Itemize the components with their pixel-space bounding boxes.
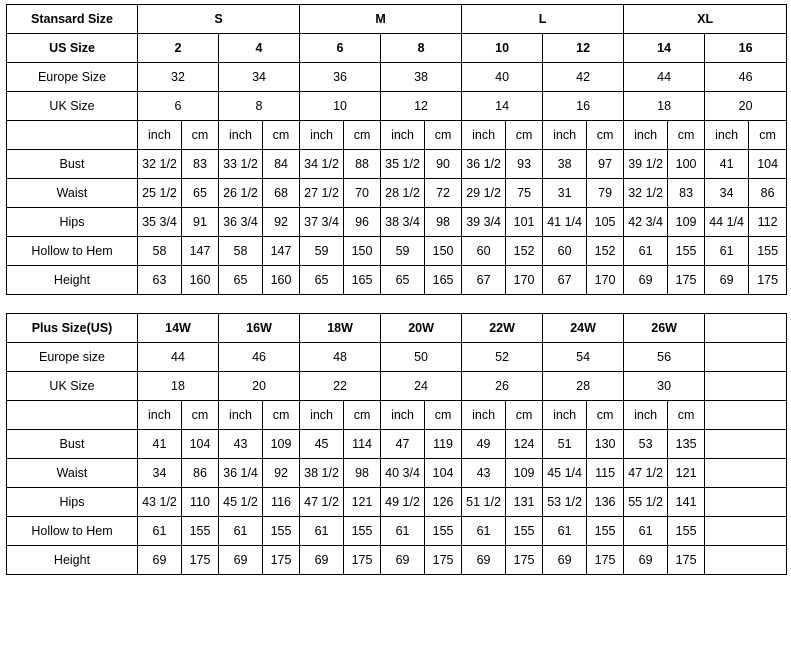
height-value: 65 [381, 266, 425, 295]
plus-europe-size-48: 48 [300, 343, 381, 372]
hips-value: 51 1/2 [462, 488, 506, 517]
unit-cell: cm [668, 121, 705, 150]
us-size-12: 12 [543, 34, 624, 63]
waist-value: 109 [506, 459, 543, 488]
plus-hips-empty [705, 488, 787, 517]
table-row-group-header [7, 5, 787, 34]
bust-value: 97 [587, 150, 624, 179]
plus-row-label-uk-size: UK Size [7, 372, 138, 401]
bust-value: 104 [749, 150, 787, 179]
hollow-to-hem-value: 61 [624, 517, 668, 546]
uk-size-12: 12 [381, 92, 462, 121]
waist-value: 28 1/2 [381, 179, 425, 208]
table-row-uk-size [7, 92, 787, 121]
table-row-waist [7, 459, 787, 488]
hips-value: 121 [344, 488, 381, 517]
hips-value: 126 [425, 488, 462, 517]
table-row-europe-size [7, 63, 787, 92]
plus-europe-size-52: 52 [462, 343, 543, 372]
unit-cell: cm [749, 121, 787, 150]
waist-value: 47 1/2 [624, 459, 668, 488]
us-size-16: 16 [705, 34, 787, 63]
bust-value: 35 1/2 [381, 150, 425, 179]
waist-value: 36 1/4 [219, 459, 263, 488]
table-row-hips [7, 488, 787, 517]
hips-value: 35 3/4 [138, 208, 182, 237]
plus-uk-size-30: 30 [624, 372, 705, 401]
hips-value: 116 [263, 488, 300, 517]
plus-uk-size-18: 18 [138, 372, 219, 401]
table-row-uk-size [7, 372, 787, 401]
size-group-l: L [462, 5, 624, 34]
row-label-waist: Waist [7, 179, 138, 208]
row-label-hollow-to-hem: Hollow to Hem [7, 237, 138, 266]
height-value: 69 [138, 546, 182, 575]
bust-value: 109 [263, 430, 300, 459]
plus-row-label-height: Height [7, 546, 138, 575]
unit-cell: inch [138, 401, 182, 430]
hips-value: 101 [506, 208, 543, 237]
plus-size-table [6, 313, 787, 575]
hips-value: 49 1/2 [381, 488, 425, 517]
height-value: 175 [506, 546, 543, 575]
waist-value: 25 1/2 [138, 179, 182, 208]
plus-uk-size-26: 26 [462, 372, 543, 401]
europe-size-46: 46 [705, 63, 787, 92]
height-value: 67 [462, 266, 506, 295]
hollow-to-hem-value: 155 [263, 517, 300, 546]
hollow-to-hem-value: 61 [462, 517, 506, 546]
standard-size-table [6, 4, 787, 295]
bust-value: 51 [543, 430, 587, 459]
hollow-to-hem-value: 61 [300, 517, 344, 546]
plus-unit-row-empty-label [7, 401, 138, 430]
hollow-to-hem-value: 155 [587, 517, 624, 546]
hips-value: 36 3/4 [219, 208, 263, 237]
table-row-bust [7, 150, 787, 179]
unit-cell: inch [300, 121, 344, 150]
plus-size-group-16w: 16W [219, 314, 300, 343]
europe-size-40: 40 [462, 63, 543, 92]
waist-value: 79 [587, 179, 624, 208]
bust-value: 53 [624, 430, 668, 459]
waist-value: 38 1/2 [300, 459, 344, 488]
waist-value: 75 [506, 179, 543, 208]
height-value: 69 [624, 266, 668, 295]
bust-value: 90 [425, 150, 462, 179]
bust-value: 45 [300, 430, 344, 459]
waist-value: 40 3/4 [381, 459, 425, 488]
europe-size-38: 38 [381, 63, 462, 92]
us-size-4: 4 [219, 34, 300, 63]
plus-row-label-hips: Hips [7, 488, 138, 517]
hips-value: 109 [668, 208, 705, 237]
waist-value: 26 1/2 [219, 179, 263, 208]
standard-corner-label: Stansard Size [7, 5, 138, 34]
unit-cell: inch [462, 401, 506, 430]
row-label-us-size: US Size [7, 34, 138, 63]
hollow-to-hem-value: 60 [543, 237, 587, 266]
waist-value: 70 [344, 179, 381, 208]
unit-cell: inch [705, 121, 749, 150]
uk-size-6: 6 [138, 92, 219, 121]
height-value: 175 [425, 546, 462, 575]
height-value: 160 [182, 266, 219, 295]
unit-cell: inch [543, 121, 587, 150]
hips-value: 44 1/4 [705, 208, 749, 237]
uk-size-10: 10 [300, 92, 381, 121]
bust-value: 100 [668, 150, 705, 179]
hollow-to-hem-value: 61 [219, 517, 263, 546]
unit-cell: inch [219, 121, 263, 150]
hips-value: 136 [587, 488, 624, 517]
unit-cell: cm [344, 121, 381, 150]
row-label-bust: Bust [7, 150, 138, 179]
waist-value: 32 1/2 [624, 179, 668, 208]
hollow-to-hem-value: 155 [344, 517, 381, 546]
waist-value: 86 [182, 459, 219, 488]
bust-value: 34 1/2 [300, 150, 344, 179]
hips-value: 38 3/4 [381, 208, 425, 237]
plus-row-label-europe-size: Europe size [7, 343, 138, 372]
hips-value: 41 1/4 [543, 208, 587, 237]
height-value: 165 [344, 266, 381, 295]
bust-value: 83 [182, 150, 219, 179]
plus-uk-size-20: 20 [219, 372, 300, 401]
table-row-units [7, 121, 787, 150]
table-row-group-header [7, 314, 787, 343]
hollow-to-hem-value: 61 [624, 237, 668, 266]
waist-value: 27 1/2 [300, 179, 344, 208]
waist-value: 115 [587, 459, 624, 488]
waist-value: 34 [138, 459, 182, 488]
hollow-to-hem-value: 155 [668, 237, 705, 266]
europe-size-32: 32 [138, 63, 219, 92]
bust-value: 41 [705, 150, 749, 179]
bust-value: 135 [668, 430, 705, 459]
waist-value: 121 [668, 459, 705, 488]
us-size-2: 2 [138, 34, 219, 63]
hollow-to-hem-value: 61 [705, 237, 749, 266]
hollow-to-hem-value: 152 [506, 237, 543, 266]
plus-size-group-14w: 14W [138, 314, 219, 343]
hips-value: 131 [506, 488, 543, 517]
plus-size-group-26w: 26W [624, 314, 705, 343]
waist-value: 83 [668, 179, 705, 208]
hips-value: 43 1/2 [138, 488, 182, 517]
waist-value: 34 [705, 179, 749, 208]
plus-waist-empty [705, 459, 787, 488]
plus-europe-size-56: 56 [624, 343, 705, 372]
size-group-s: S [138, 5, 300, 34]
bust-value: 36 1/2 [462, 150, 506, 179]
bust-value: 88 [344, 150, 381, 179]
hollow-to-hem-value: 59 [381, 237, 425, 266]
height-value: 63 [138, 266, 182, 295]
table-row-hollow-to-hem [7, 517, 787, 546]
hips-value: 98 [425, 208, 462, 237]
table-row-height [7, 546, 787, 575]
unit-cell: inch [462, 121, 506, 150]
plus-row-label-bust: Bust [7, 430, 138, 459]
table-row-height [7, 266, 787, 295]
unit-cell: cm [425, 401, 462, 430]
uk-size-8: 8 [219, 92, 300, 121]
unit-cell: cm [344, 401, 381, 430]
plus-size-group-22w: 22W [462, 314, 543, 343]
us-size-10: 10 [462, 34, 543, 63]
hollow-to-hem-value: 155 [749, 237, 787, 266]
height-value: 69 [381, 546, 425, 575]
bust-value: 32 1/2 [138, 150, 182, 179]
hollow-to-hem-value: 59 [300, 237, 344, 266]
hips-value: 53 1/2 [543, 488, 587, 517]
bust-value: 104 [182, 430, 219, 459]
unit-cell: inch [381, 401, 425, 430]
height-value: 175 [749, 266, 787, 295]
uk-size-16: 16 [543, 92, 624, 121]
plus-europe-empty [705, 343, 787, 372]
hollow-to-hem-value: 61 [138, 517, 182, 546]
height-value: 69 [300, 546, 344, 575]
hips-value: 47 1/2 [300, 488, 344, 517]
plus-size-group-18w: 18W [300, 314, 381, 343]
row-label-height: Height [7, 266, 138, 295]
hips-value: 112 [749, 208, 787, 237]
waist-value: 65 [182, 179, 219, 208]
height-value: 69 [219, 546, 263, 575]
waist-value: 68 [263, 179, 300, 208]
height-value: 67 [543, 266, 587, 295]
height-value: 165 [425, 266, 462, 295]
plus-europe-size-44: 44 [138, 343, 219, 372]
bust-value: 119 [425, 430, 462, 459]
plus-europe-size-54: 54 [543, 343, 624, 372]
unit-cell: cm [263, 121, 300, 150]
height-value: 69 [543, 546, 587, 575]
bust-value: 33 1/2 [219, 150, 263, 179]
plus-unit-empty [705, 401, 787, 430]
unit-cell: cm [425, 121, 462, 150]
hollow-to-hem-value: 150 [425, 237, 462, 266]
hips-value: 45 1/2 [219, 488, 263, 517]
unit-cell: cm [182, 401, 219, 430]
plus-size-group-20w: 20W [381, 314, 462, 343]
row-label-uk-size: UK Size [7, 92, 138, 121]
waist-value: 31 [543, 179, 587, 208]
plus-row-label-waist: Waist [7, 459, 138, 488]
plus-height-empty [705, 546, 787, 575]
table-row-units [7, 401, 787, 430]
height-value: 175 [263, 546, 300, 575]
bust-value: 47 [381, 430, 425, 459]
hips-value: 105 [587, 208, 624, 237]
waist-value: 72 [425, 179, 462, 208]
hollow-to-hem-value: 155 [182, 517, 219, 546]
waist-value: 104 [425, 459, 462, 488]
hips-value: 37 3/4 [300, 208, 344, 237]
waist-value: 45 1/4 [543, 459, 587, 488]
unit-cell: cm [182, 121, 219, 150]
unit-cell: cm [668, 401, 705, 430]
unit-cell: inch [624, 121, 668, 150]
plus-bust-empty [705, 430, 787, 459]
hollow-to-hem-value: 58 [219, 237, 263, 266]
waist-value: 29 1/2 [462, 179, 506, 208]
table-row-hips [7, 208, 787, 237]
plus-header-empty [705, 314, 787, 343]
hollow-to-hem-value: 147 [263, 237, 300, 266]
plus-europe-size-46: 46 [219, 343, 300, 372]
plus-row-label-hollow-to-hem: Hollow to Hem [7, 517, 138, 546]
size-group-m: M [300, 5, 462, 34]
bust-value: 84 [263, 150, 300, 179]
table-row-hollow-to-hem [7, 237, 787, 266]
europe-size-44: 44 [624, 63, 705, 92]
plus-uk-size-28: 28 [543, 372, 624, 401]
hollow-to-hem-value: 58 [138, 237, 182, 266]
unit-cell: inch [624, 401, 668, 430]
unit-cell: cm [587, 121, 624, 150]
table-row-us-size [7, 34, 787, 63]
plus-size-group-24w: 24W [543, 314, 624, 343]
hollow-to-hem-value: 61 [381, 517, 425, 546]
waist-value: 86 [749, 179, 787, 208]
height-value: 175 [182, 546, 219, 575]
plus-corner-label: Plus Size(US) [7, 314, 138, 343]
hips-value: 55 1/2 [624, 488, 668, 517]
unit-cell: inch [138, 121, 182, 150]
bust-value: 43 [219, 430, 263, 459]
height-value: 175 [668, 546, 705, 575]
europe-size-34: 34 [219, 63, 300, 92]
hips-value: 91 [182, 208, 219, 237]
hollow-to-hem-value: 147 [182, 237, 219, 266]
hips-value: 96 [344, 208, 381, 237]
unit-cell: cm [263, 401, 300, 430]
plus-uk-empty [705, 372, 787, 401]
hollow-to-hem-value: 61 [543, 517, 587, 546]
height-value: 175 [344, 546, 381, 575]
plus-hollow-empty [705, 517, 787, 546]
plus-uk-size-22: 22 [300, 372, 381, 401]
unit-cell: cm [587, 401, 624, 430]
unit-cell: cm [506, 401, 543, 430]
waist-value: 98 [344, 459, 381, 488]
hollow-to-hem-value: 155 [425, 517, 462, 546]
plus-size-section [6, 313, 785, 575]
uk-size-18: 18 [624, 92, 705, 121]
plus-uk-size-24: 24 [381, 372, 462, 401]
europe-size-36: 36 [300, 63, 381, 92]
bust-value: 38 [543, 150, 587, 179]
hips-value: 42 3/4 [624, 208, 668, 237]
hollow-to-hem-value: 152 [587, 237, 624, 266]
bust-value: 124 [506, 430, 543, 459]
height-value: 69 [462, 546, 506, 575]
height-value: 175 [668, 266, 705, 295]
unit-row-empty-label [7, 121, 138, 150]
bust-value: 39 1/2 [624, 150, 668, 179]
height-value: 69 [624, 546, 668, 575]
hollow-to-hem-value: 155 [506, 517, 543, 546]
height-value: 170 [587, 266, 624, 295]
uk-size-20: 20 [705, 92, 787, 121]
hips-value: 92 [263, 208, 300, 237]
bust-value: 41 [138, 430, 182, 459]
hips-value: 39 3/4 [462, 208, 506, 237]
table-row-europe-size [7, 343, 787, 372]
europe-size-42: 42 [543, 63, 624, 92]
us-size-6: 6 [300, 34, 381, 63]
bust-value: 93 [506, 150, 543, 179]
hips-value: 141 [668, 488, 705, 517]
waist-value: 43 [462, 459, 506, 488]
us-size-14: 14 [624, 34, 705, 63]
uk-size-14: 14 [462, 92, 543, 121]
height-value: 160 [263, 266, 300, 295]
height-value: 175 [587, 546, 624, 575]
row-label-hips: Hips [7, 208, 138, 237]
unit-cell: inch [381, 121, 425, 150]
hollow-to-hem-value: 60 [462, 237, 506, 266]
hollow-to-hem-value: 155 [668, 517, 705, 546]
waist-value: 92 [263, 459, 300, 488]
hips-value: 110 [182, 488, 219, 517]
bust-value: 130 [587, 430, 624, 459]
table-row-bust [7, 430, 787, 459]
row-label-europe-size: Europe Size [7, 63, 138, 92]
plus-europe-size-50: 50 [381, 343, 462, 372]
bust-value: 114 [344, 430, 381, 459]
unit-cell: inch [543, 401, 587, 430]
size-group-xl: XL [624, 5, 787, 34]
height-value: 65 [219, 266, 263, 295]
us-size-8: 8 [381, 34, 462, 63]
unit-cell: inch [219, 401, 263, 430]
height-value: 170 [506, 266, 543, 295]
table-row-waist [7, 179, 787, 208]
unit-cell: inch [300, 401, 344, 430]
height-value: 65 [300, 266, 344, 295]
height-value: 69 [705, 266, 749, 295]
hollow-to-hem-value: 150 [344, 237, 381, 266]
unit-cell: cm [506, 121, 543, 150]
bust-value: 49 [462, 430, 506, 459]
